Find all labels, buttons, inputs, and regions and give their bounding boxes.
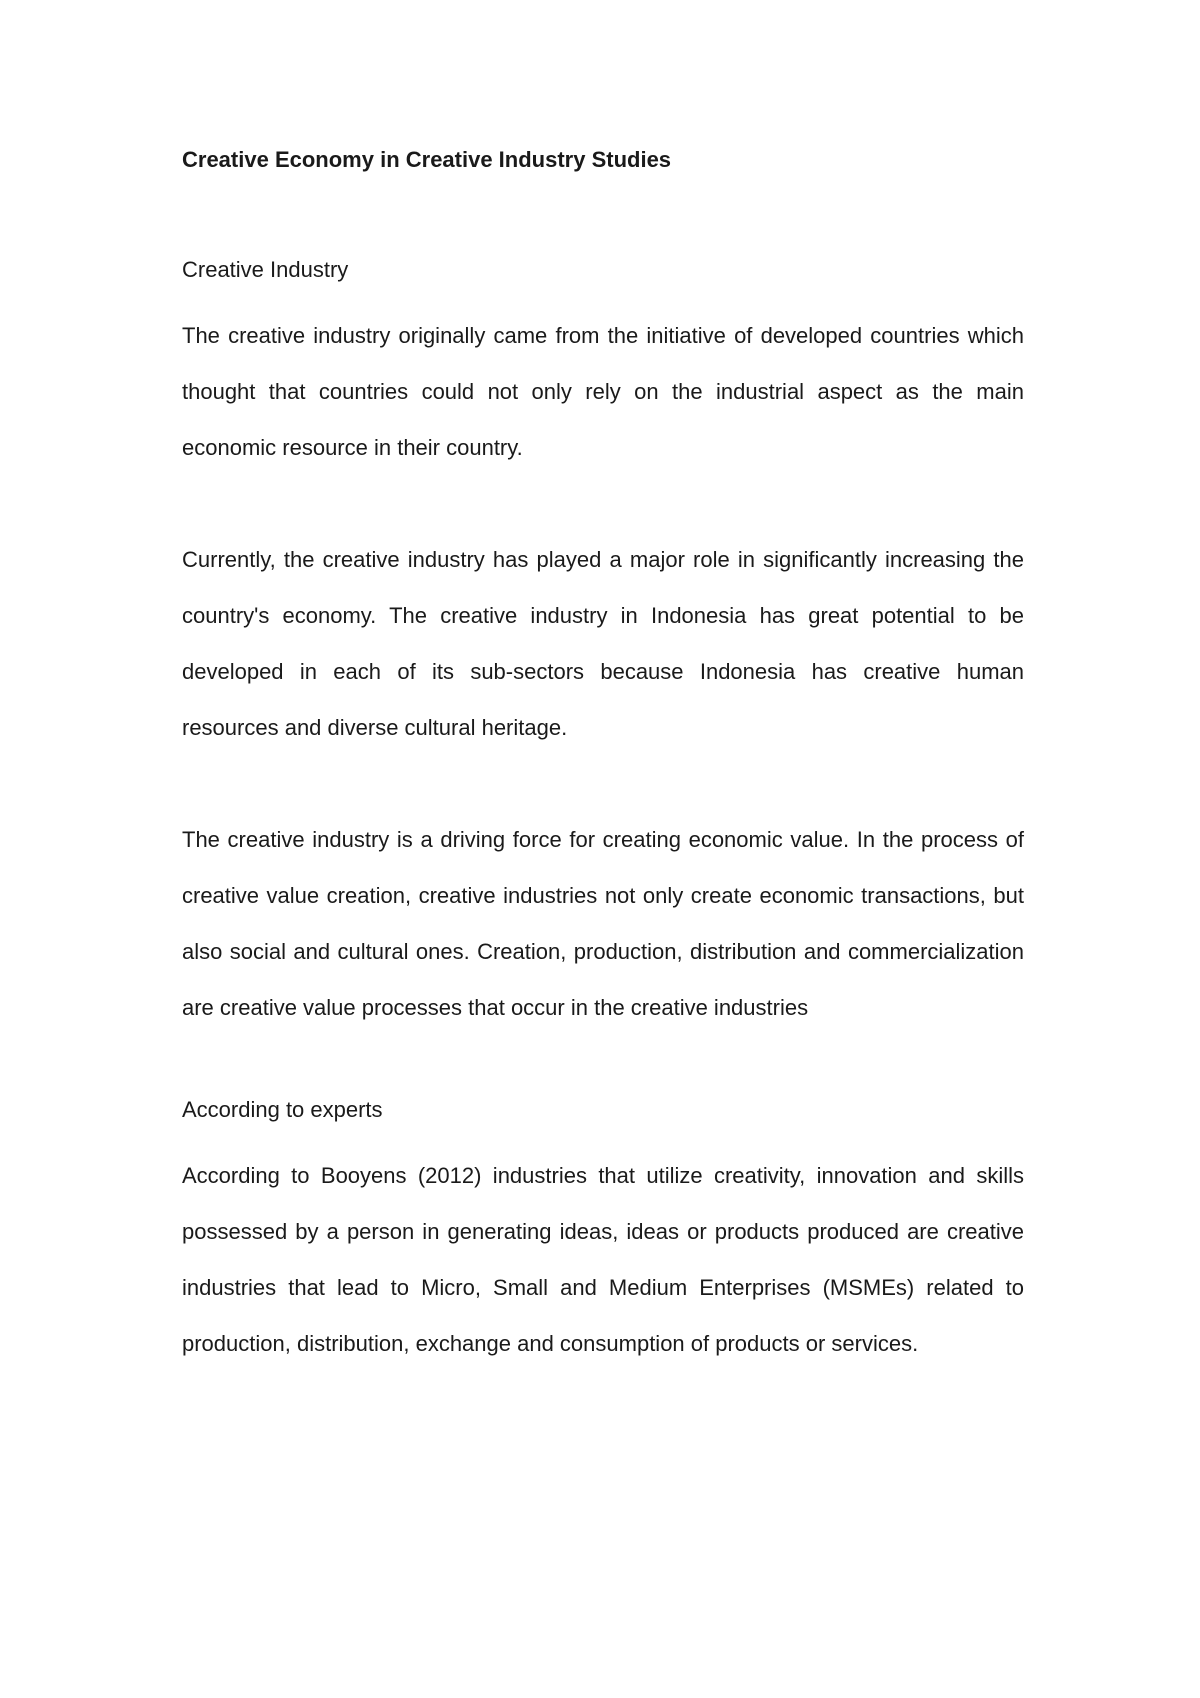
- section-heading: Creative Industry: [182, 257, 349, 282]
- paragraph: According to Booyens (2012) industries that utilize creativity, innovation and skills possessed by a person in generating ideas, ideas or products produced are creative industries that lead to Micro, Small and Medium Enterprises (MSMEs) related to production, distribution, exchange and consumption of products or services.: [182, 1163, 1024, 1356]
- section-according-to-experts: [182, 1092, 1024, 1372]
- paragraph: The creative industry originally came from the initiative of developed countries which thought that countries could not only rely on the industrial aspect as the main economic resource in their country.: [182, 323, 1024, 460]
- paragraph: Currently, the creative industry has played a major role in significantly increasing the country's economy. The creative industry in Indonesia has great potential to be developed in each of its sub-sectors because Indonesia has creative human resources and diverse cultural heritage.: [182, 547, 1024, 740]
- section-heading: According to experts: [182, 1097, 383, 1122]
- paragraph: The creative industry is a driving force for creating economic value. In the process of creative value creation, creative industries not only create economic transactions, but also social and cultural ones. Creation, production, distribution and commercialization are creative value processes that occur in the creative industries: [182, 827, 1024, 1020]
- document-title: Creative Economy in Creative Industry Studies: [182, 147, 672, 172]
- section-creative-industry: [182, 252, 1024, 1036]
- document-body: [182, 142, 1024, 1372]
